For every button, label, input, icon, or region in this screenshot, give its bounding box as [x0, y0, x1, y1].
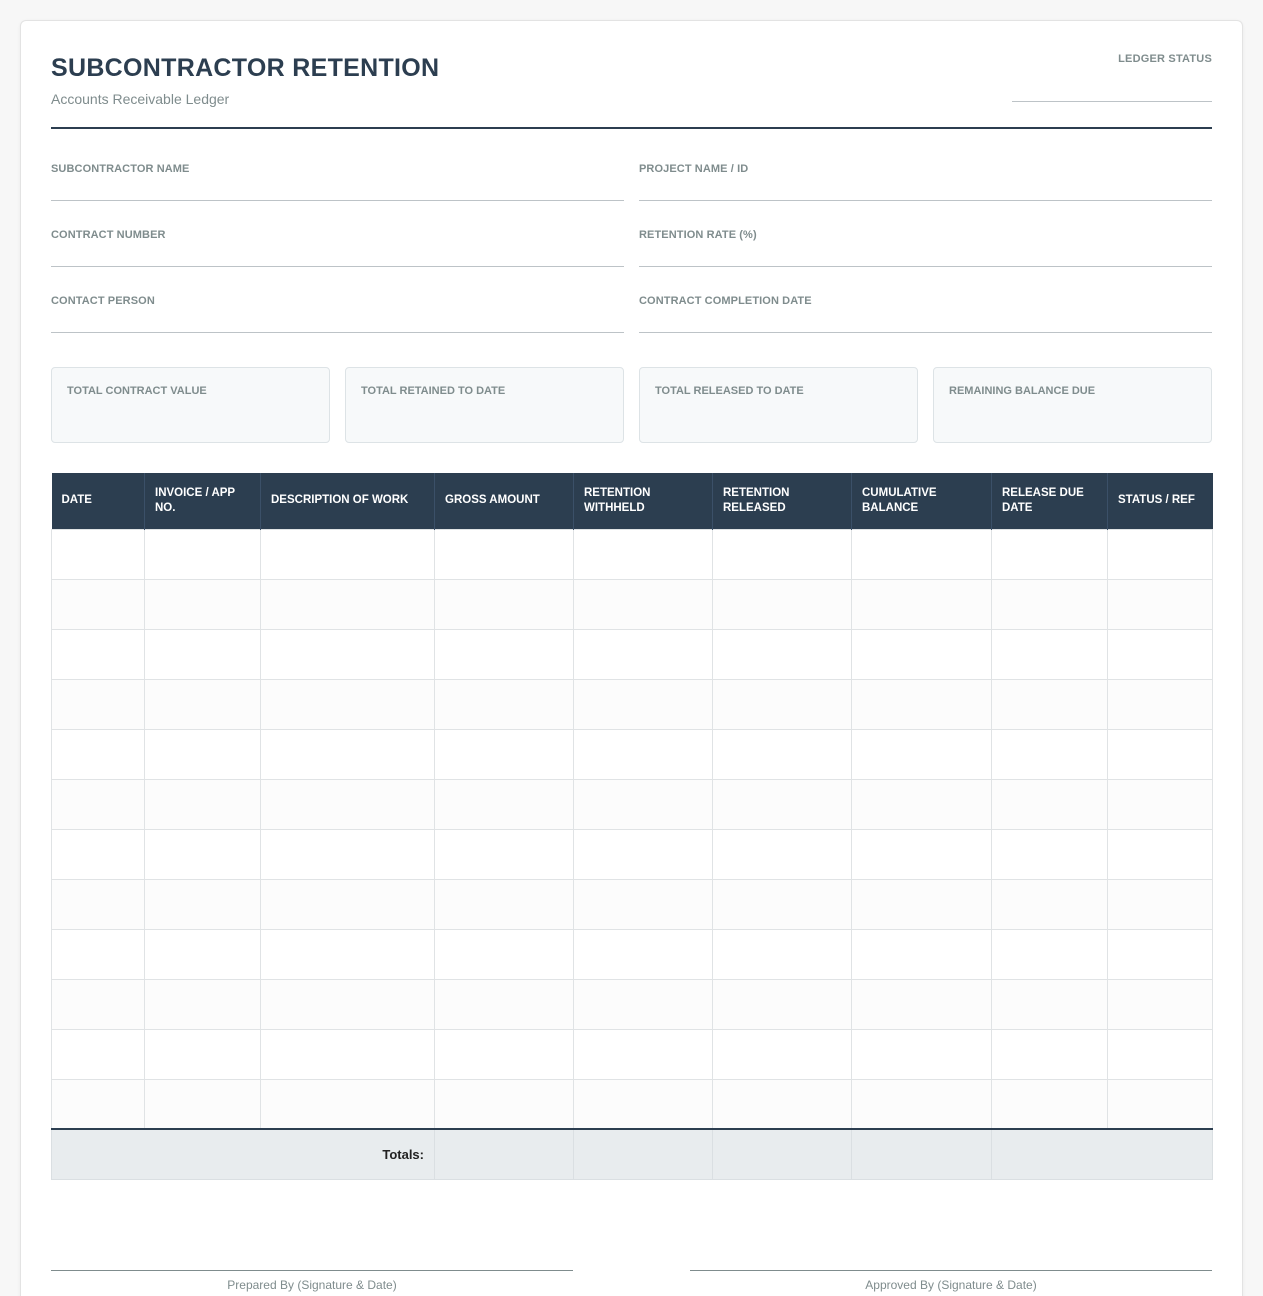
description-cell[interactable] — [261, 529, 435, 579]
prepared-by-label: Prepared By (Signature & Date) — [227, 1278, 397, 1292]
description-cell[interactable] — [261, 829, 435, 879]
status-ref-cell[interactable] — [1108, 829, 1213, 879]
completion-date-label: CONTRACT COMPLETION DATE — [639, 295, 812, 307]
gross-amount-cell[interactable] — [435, 629, 574, 679]
completion-date-field[interactable] — [639, 289, 1212, 333]
table-row — [52, 629, 1213, 679]
invoice-cell[interactable] — [145, 529, 261, 579]
date-cell[interactable] — [52, 529, 145, 579]
cumulative-balance-cell[interactable] — [852, 1079, 992, 1129]
status-ref-cell[interactable] — [1108, 1029, 1213, 1079]
date-cell[interactable] — [52, 1079, 145, 1129]
approved-by-label: Approved By (Signature & Date) — [865, 1278, 1037, 1292]
description-cell[interactable] — [261, 729, 435, 779]
retention-released-cell[interactable] — [713, 579, 852, 629]
invoice-cell[interactable] — [145, 1079, 261, 1129]
cumulative-balance-cell[interactable] — [852, 979, 992, 1029]
gross-amount-cell[interactable] — [435, 929, 574, 979]
retention-withheld-cell[interactable] — [574, 579, 713, 629]
retention-released-cell[interactable] — [713, 979, 852, 1029]
retention-released-cell[interactable] — [713, 1029, 852, 1079]
cumulative-balance-cell[interactable] — [852, 629, 992, 679]
table-row — [52, 579, 1213, 629]
table-row — [52, 779, 1213, 829]
contact-person-field[interactable] — [51, 289, 624, 333]
date-cell[interactable] — [52, 729, 145, 779]
ledger-body — [52, 529, 1213, 1129]
table-row — [52, 929, 1213, 979]
status-ref-cell[interactable] — [1108, 729, 1213, 779]
cumulative-balance-cell[interactable] — [852, 529, 992, 579]
retention-withheld-cell[interactable] — [574, 779, 713, 829]
retention-withheld-cell[interactable] — [574, 1029, 713, 1079]
retention-released-cell[interactable] — [713, 679, 852, 729]
retention-withheld-cell[interactable] — [574, 829, 713, 879]
gross-amount-cell[interactable] — [435, 779, 574, 829]
release-due-date-cell[interactable] — [992, 579, 1108, 629]
invoice-cell[interactable] — [145, 779, 261, 829]
totals-row — [52, 1129, 1213, 1179]
release-due-date-cell[interactable] — [992, 879, 1108, 929]
column-header-status-ref: STATUS / REF — [1108, 473, 1213, 529]
table-row — [52, 829, 1213, 879]
status-ref-cell[interactable] — [1108, 529, 1213, 579]
description-cell[interactable] — [261, 979, 435, 1029]
invoice-cell[interactable] — [145, 979, 261, 1029]
total-cumulative-balance-cell[interactable] — [852, 1129, 992, 1179]
total-contract-value-label: TOTAL CONTRACT VALUE — [67, 385, 207, 397]
cumulative-balance-cell[interactable] — [852, 779, 992, 829]
invoice-cell[interactable] — [145, 879, 261, 929]
date-cell[interactable] — [52, 579, 145, 629]
date-cell[interactable] — [52, 979, 145, 1029]
retention-withheld-cell[interactable] — [574, 679, 713, 729]
description-cell[interactable] — [261, 629, 435, 679]
retention-released-cell[interactable] — [713, 729, 852, 779]
ledger-header — [51, 21, 1212, 129]
project-name-field[interactable] — [639, 157, 1212, 201]
invoice-cell[interactable] — [145, 629, 261, 679]
date-cell[interactable] — [52, 629, 145, 679]
total-retained-label: TOTAL RETAINED TO DATE — [361, 385, 506, 397]
invoice-cell[interactable] — [145, 929, 261, 979]
gross-amount-cell[interactable] — [435, 829, 574, 879]
release-due-date-cell[interactable] — [992, 1079, 1108, 1129]
totals-label: Totals: — [52, 1129, 435, 1179]
date-cell[interactable] — [52, 1029, 145, 1079]
gross-amount-cell[interactable] — [435, 679, 574, 729]
retention-withheld-cell[interactable] — [574, 629, 713, 679]
status-ref-cell[interactable] — [1108, 979, 1213, 1029]
table-row — [52, 1079, 1213, 1129]
date-cell[interactable] — [52, 879, 145, 929]
subcontractor-name-field[interactable] — [51, 157, 624, 201]
total-retention-released-cell[interactable] — [713, 1129, 852, 1179]
table-header-row — [52, 473, 1213, 529]
status-ref-cell[interactable] — [1108, 579, 1213, 629]
invoice-cell[interactable] — [145, 1029, 261, 1079]
page-title: SUBCONTRACTOR RETENTION — [51, 54, 440, 82]
release-due-date-cell[interactable] — [992, 979, 1108, 1029]
gross-amount-cell[interactable] — [435, 579, 574, 629]
column-header-description: DESCRIPTION OF WORK — [261, 473, 435, 529]
description-cell[interactable] — [261, 779, 435, 829]
column-header-retention-released: RETENTION RELEASED — [713, 473, 852, 529]
release-due-date-cell[interactable] — [992, 1029, 1108, 1079]
invoice-cell[interactable] — [145, 579, 261, 629]
description-cell[interactable] — [261, 679, 435, 729]
release-due-date-cell[interactable] — [992, 529, 1108, 579]
retention-released-cell[interactable] — [713, 1079, 852, 1129]
description-cell[interactable] — [261, 579, 435, 629]
status-ref-cell[interactable] — [1108, 679, 1213, 729]
cumulative-balance-cell[interactable] — [852, 929, 992, 979]
invoice-cell[interactable] — [145, 829, 261, 879]
retention-withheld-cell[interactable] — [574, 979, 713, 1029]
column-header-cumulative-balance: CUMULATIVE BALANCE — [852, 473, 992, 529]
totals-empty-cell — [992, 1129, 1213, 1179]
subcontractor-name-label: SUBCONTRACTOR NAME — [51, 163, 190, 175]
total-retained-box[interactable] — [345, 367, 624, 443]
cumulative-balance-cell[interactable] — [852, 679, 992, 729]
ledger-table — [51, 473, 1213, 1180]
approved-by-signature[interactable] — [690, 1270, 1212, 1296]
cumulative-balance-cell[interactable] — [852, 729, 992, 779]
date-cell[interactable] — [52, 829, 145, 879]
column-header-gross-amount: GROSS AMOUNT — [435, 473, 574, 529]
contract-number-label: CONTRACT NUMBER — [51, 229, 166, 241]
cumulative-balance-cell[interactable] — [852, 1029, 992, 1079]
gross-amount-cell[interactable] — [435, 729, 574, 779]
total-retention-withheld-cell[interactable] — [574, 1129, 713, 1179]
remaining-balance-box[interactable] — [933, 367, 1212, 443]
status-ref-cell[interactable] — [1108, 879, 1213, 929]
gross-amount-cell[interactable] — [435, 1029, 574, 1079]
release-due-date-cell[interactable] — [992, 779, 1108, 829]
release-due-date-cell[interactable] — [992, 829, 1108, 879]
contact-person-label: CONTACT PERSON — [51, 295, 155, 307]
table-row — [52, 729, 1213, 779]
total-gross-amount-cell[interactable] — [435, 1129, 574, 1179]
total-released-label: TOTAL RELEASED TO DATE — [655, 385, 804, 397]
retention-released-cell[interactable] — [713, 629, 852, 679]
cumulative-balance-cell[interactable] — [852, 579, 992, 629]
gross-amount-cell[interactable] — [435, 879, 574, 929]
column-header-retention-withheld: RETENTION WITHHELD — [574, 473, 713, 529]
description-cell[interactable] — [261, 879, 435, 929]
remaining-balance-label: REMAINING BALANCE DUE — [949, 385, 1096, 397]
project-name-label: PROJECT NAME / ID — [639, 163, 749, 175]
retention-released-cell[interactable] — [713, 879, 852, 929]
contract-number-field[interactable] — [51, 223, 624, 267]
release-due-date-cell[interactable] — [992, 679, 1108, 729]
retention-withheld-cell[interactable] — [574, 729, 713, 779]
retention-released-cell[interactable] — [713, 929, 852, 979]
description-cell[interactable] — [261, 929, 435, 979]
page-subtitle: Accounts Receivable Ledger — [51, 91, 230, 107]
retention-released-cell[interactable] — [713, 829, 852, 879]
invoice-cell[interactable] — [145, 679, 261, 729]
invoice-cell[interactable] — [145, 729, 261, 779]
gross-amount-cell[interactable] — [435, 529, 574, 579]
status-ref-cell[interactable] — [1108, 929, 1213, 979]
date-cell[interactable] — [52, 779, 145, 829]
table-row — [52, 979, 1213, 1029]
description-cell[interactable] — [261, 1079, 435, 1129]
release-due-date-cell[interactable] — [992, 629, 1108, 679]
table-row — [52, 879, 1213, 929]
cumulative-balance-cell[interactable] — [852, 829, 992, 879]
prepared-by-signature[interactable] — [51, 1270, 573, 1296]
gross-amount-cell[interactable] — [435, 979, 574, 1029]
total-contract-value-box[interactable] — [51, 367, 330, 443]
retention-withheld-cell[interactable] — [574, 1079, 713, 1129]
retention-released-cell[interactable] — [713, 529, 852, 579]
status-ref-cell[interactable] — [1108, 779, 1213, 829]
description-cell[interactable] — [261, 1029, 435, 1079]
release-due-date-cell[interactable] — [992, 929, 1108, 979]
table-row — [52, 529, 1213, 579]
ledger-status-label: LEDGER STATUS — [1118, 53, 1212, 65]
date-cell[interactable] — [52, 929, 145, 979]
ledger-status-field[interactable] — [1012, 101, 1212, 102]
column-header-date: DATE — [52, 473, 145, 529]
table-row — [52, 679, 1213, 729]
date-cell[interactable] — [52, 679, 145, 729]
retention-released-cell[interactable] — [713, 779, 852, 829]
column-header-release-due-date: RELEASE DUE DATE — [992, 473, 1108, 529]
table-row — [52, 1029, 1213, 1079]
retention-withheld-cell[interactable] — [574, 929, 713, 979]
status-ref-cell[interactable] — [1108, 629, 1213, 679]
total-released-box[interactable] — [639, 367, 918, 443]
release-due-date-cell[interactable] — [992, 729, 1108, 779]
retention-rate-field[interactable] — [639, 223, 1212, 267]
retention-withheld-cell[interactable] — [574, 529, 713, 579]
retention-withheld-cell[interactable] — [574, 879, 713, 929]
ledger-sheet — [20, 20, 1243, 1296]
retention-rate-label: RETENTION RATE (%) — [639, 229, 757, 241]
gross-amount-cell[interactable] — [435, 1079, 574, 1129]
column-header-invoice: INVOICE / APP NO. — [145, 473, 261, 529]
status-ref-cell[interactable] — [1108, 1079, 1213, 1129]
cumulative-balance-cell[interactable] — [852, 879, 992, 929]
